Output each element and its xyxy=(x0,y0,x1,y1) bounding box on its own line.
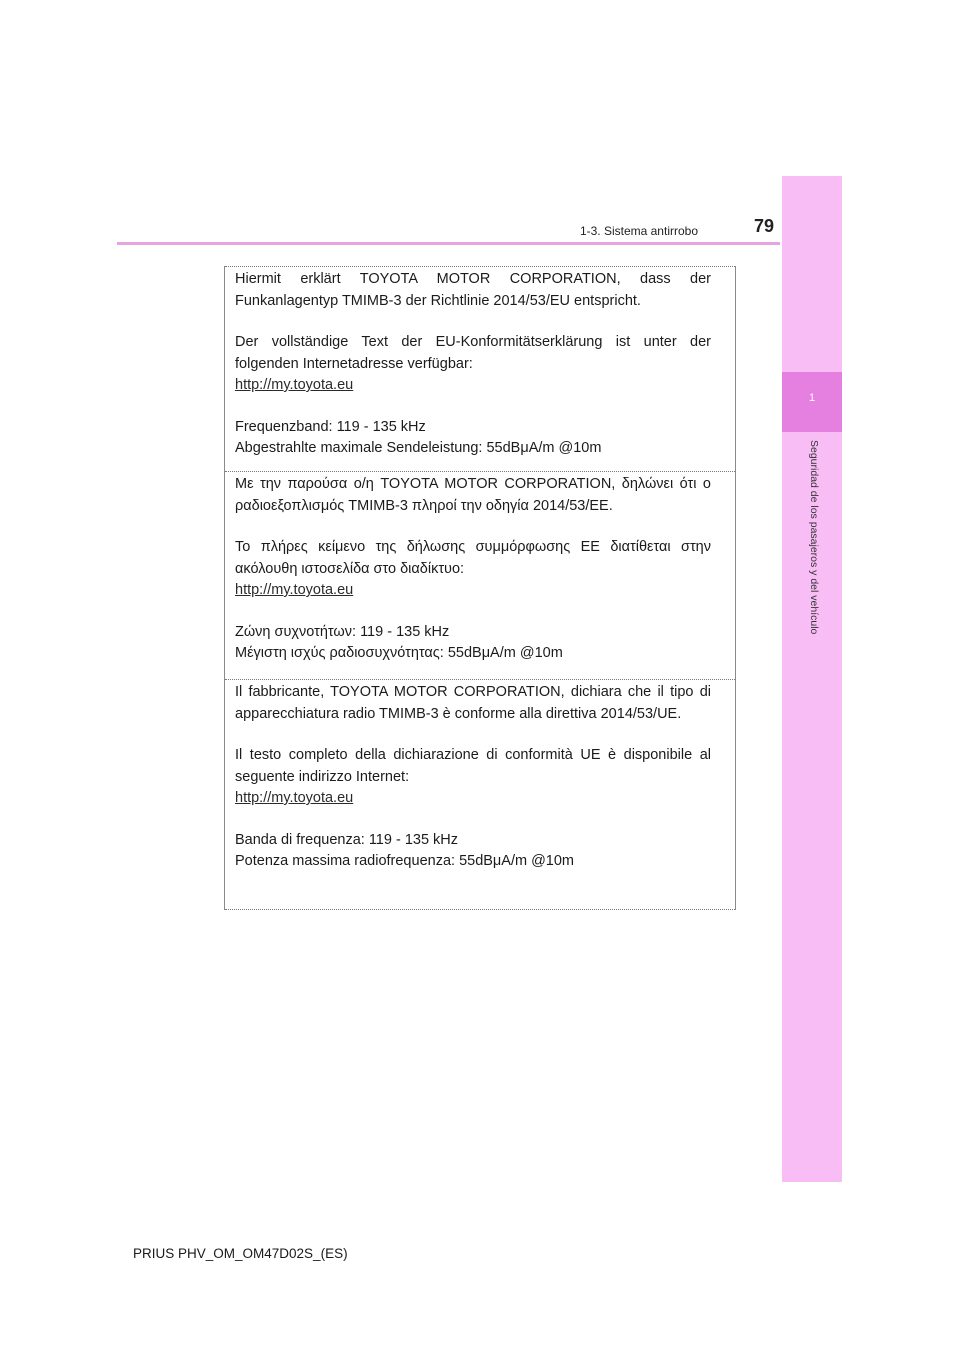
full-text-note: Il testo completo della dichiarazione di conformità UE è disponibile al seguente indirizzo Internet: xyxy=(235,747,711,785)
dotted-separator xyxy=(225,909,735,910)
frequency-band: Banda di frequenza: 119 - 135 kHz xyxy=(235,831,459,848)
dotted-separator xyxy=(225,471,735,472)
dotted-separator xyxy=(225,679,735,680)
toyota-eu-link[interactable]: http://my.toyota.eu xyxy=(235,377,354,393)
declaration-text: Με την παρούσα ο/η TOYOTA MOTOR CORPORATION, δηλώνει ότι ο ραδιοεξοπλισμός TMIMB-3 πληροί την οδηγία 2014/53/ΕΕ. xyxy=(235,476,711,514)
full-text-note: Το πλήρες κείμενο της δήλωσης συμμόρφωσης ΕΕ διατίθεται στην ακόλουθη ιστοσελίδα στο διαδίκτυο: xyxy=(235,539,711,577)
declaration-text: Il fabbricante, TOYOTA MOTOR CORPORATION, dichiara che il tipo di apparecchiatura radio TMIMB-3 è conforme alla direttiva 2014/53/UE. xyxy=(235,684,711,722)
header-divider xyxy=(117,242,780,245)
frequency-band: Frequenzband: 119 - 135 kHz xyxy=(235,418,426,435)
declaration-block-german xyxy=(224,266,736,471)
declaration-block-italian xyxy=(224,679,736,910)
max-transmit-power: Potenza massima radiofrequenza: 55dBμA/m @10m xyxy=(235,853,575,869)
dotted-separator xyxy=(225,266,735,267)
frequency-band: Ζώνη συχνοτήτων: 119 - 135 kHz xyxy=(235,623,450,640)
document-id: PRIUS PHV_OM_OM47D02S_(ES) xyxy=(133,1246,348,1261)
chapter-number: 1 xyxy=(808,392,816,404)
full-text-note: Der vollständige Text der EU-Konformitätserklärung ist unter der folgenden Internetadresse verfügbar: xyxy=(235,334,711,372)
toyota-eu-link[interactable]: http://my.toyota.eu xyxy=(235,790,354,806)
toyota-eu-link[interactable]: http://my.toyota.eu xyxy=(235,582,354,598)
max-transmit-power: Abgestrahlte maximale Sendeleistung: 55dBμA/m @10m xyxy=(235,440,602,456)
max-transmit-power: Μέγιστη ισχύς ραδιοσυχνότητας: 55dBμA/m @10m xyxy=(235,645,563,661)
declaration-block-greek xyxy=(224,471,736,679)
chapter-title: Seguridad de los pasajeros y del vehículo xyxy=(808,440,820,635)
page-number: 79 xyxy=(753,216,774,236)
declaration-text: Hiermit erklärt TOYOTA MOTOR CORPORATION, dass der Funkanlagentyp TMIMB-3 der Richtlinie 2014/53/EU entspricht. xyxy=(235,271,711,309)
section-title: 1-3. Sistema antirrobo xyxy=(579,224,698,238)
